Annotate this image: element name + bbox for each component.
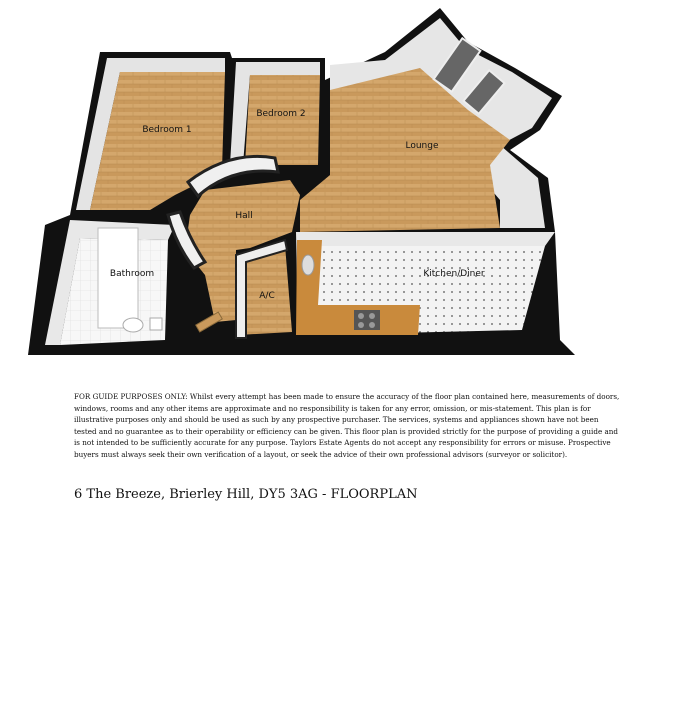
page-title: 6 The Breeze, Brierley Hill, DY5 3AG - FLOORPLAN (74, 487, 418, 502)
room-label-lounge: Lounge (405, 141, 439, 151)
room-label-bedroom1: Bedroom 1 (142, 125, 192, 135)
room-label-bathroom: Bathroom (109, 269, 155, 279)
room-label-ac: A/C (259, 291, 275, 301)
room-label-hall: Hall (235, 211, 253, 221)
room-label-kitchen: Kitchen/Diner (423, 269, 485, 279)
room-label-bedroom2: Bedroom 2 (256, 109, 306, 119)
bedroom2-floor (245, 75, 320, 165)
toilet (150, 318, 162, 330)
disclaimer-text: FOR GUIDE PURPOSES ONLY: Whilst every attempt has been made to ensure the accuracy of the floor plan contained here, measurements of doors, windows, rooms and any other items are approximate and no responsibility is taken for any error, omission, or mis-statement. This plan is for illustrative purposes only and should be used as such by any prospective purchaser. The services, systems and appliances shown have not been tested and no guarantee as to their operability or efficiency can be given. This floor plan is provided strictly for the purpose of providing a guide and is not intended to be sufficiently accurate for any purpose. Taylors Estate Agents do not accept any responsibility for errors or misuse. Prospective buyers must always seek their own verification of a layout, or seek the advice of their own professional advisors (surveyor or solicitor). (74, 392, 620, 459)
basin (123, 318, 143, 332)
hob (354, 310, 380, 330)
sink (302, 255, 314, 275)
